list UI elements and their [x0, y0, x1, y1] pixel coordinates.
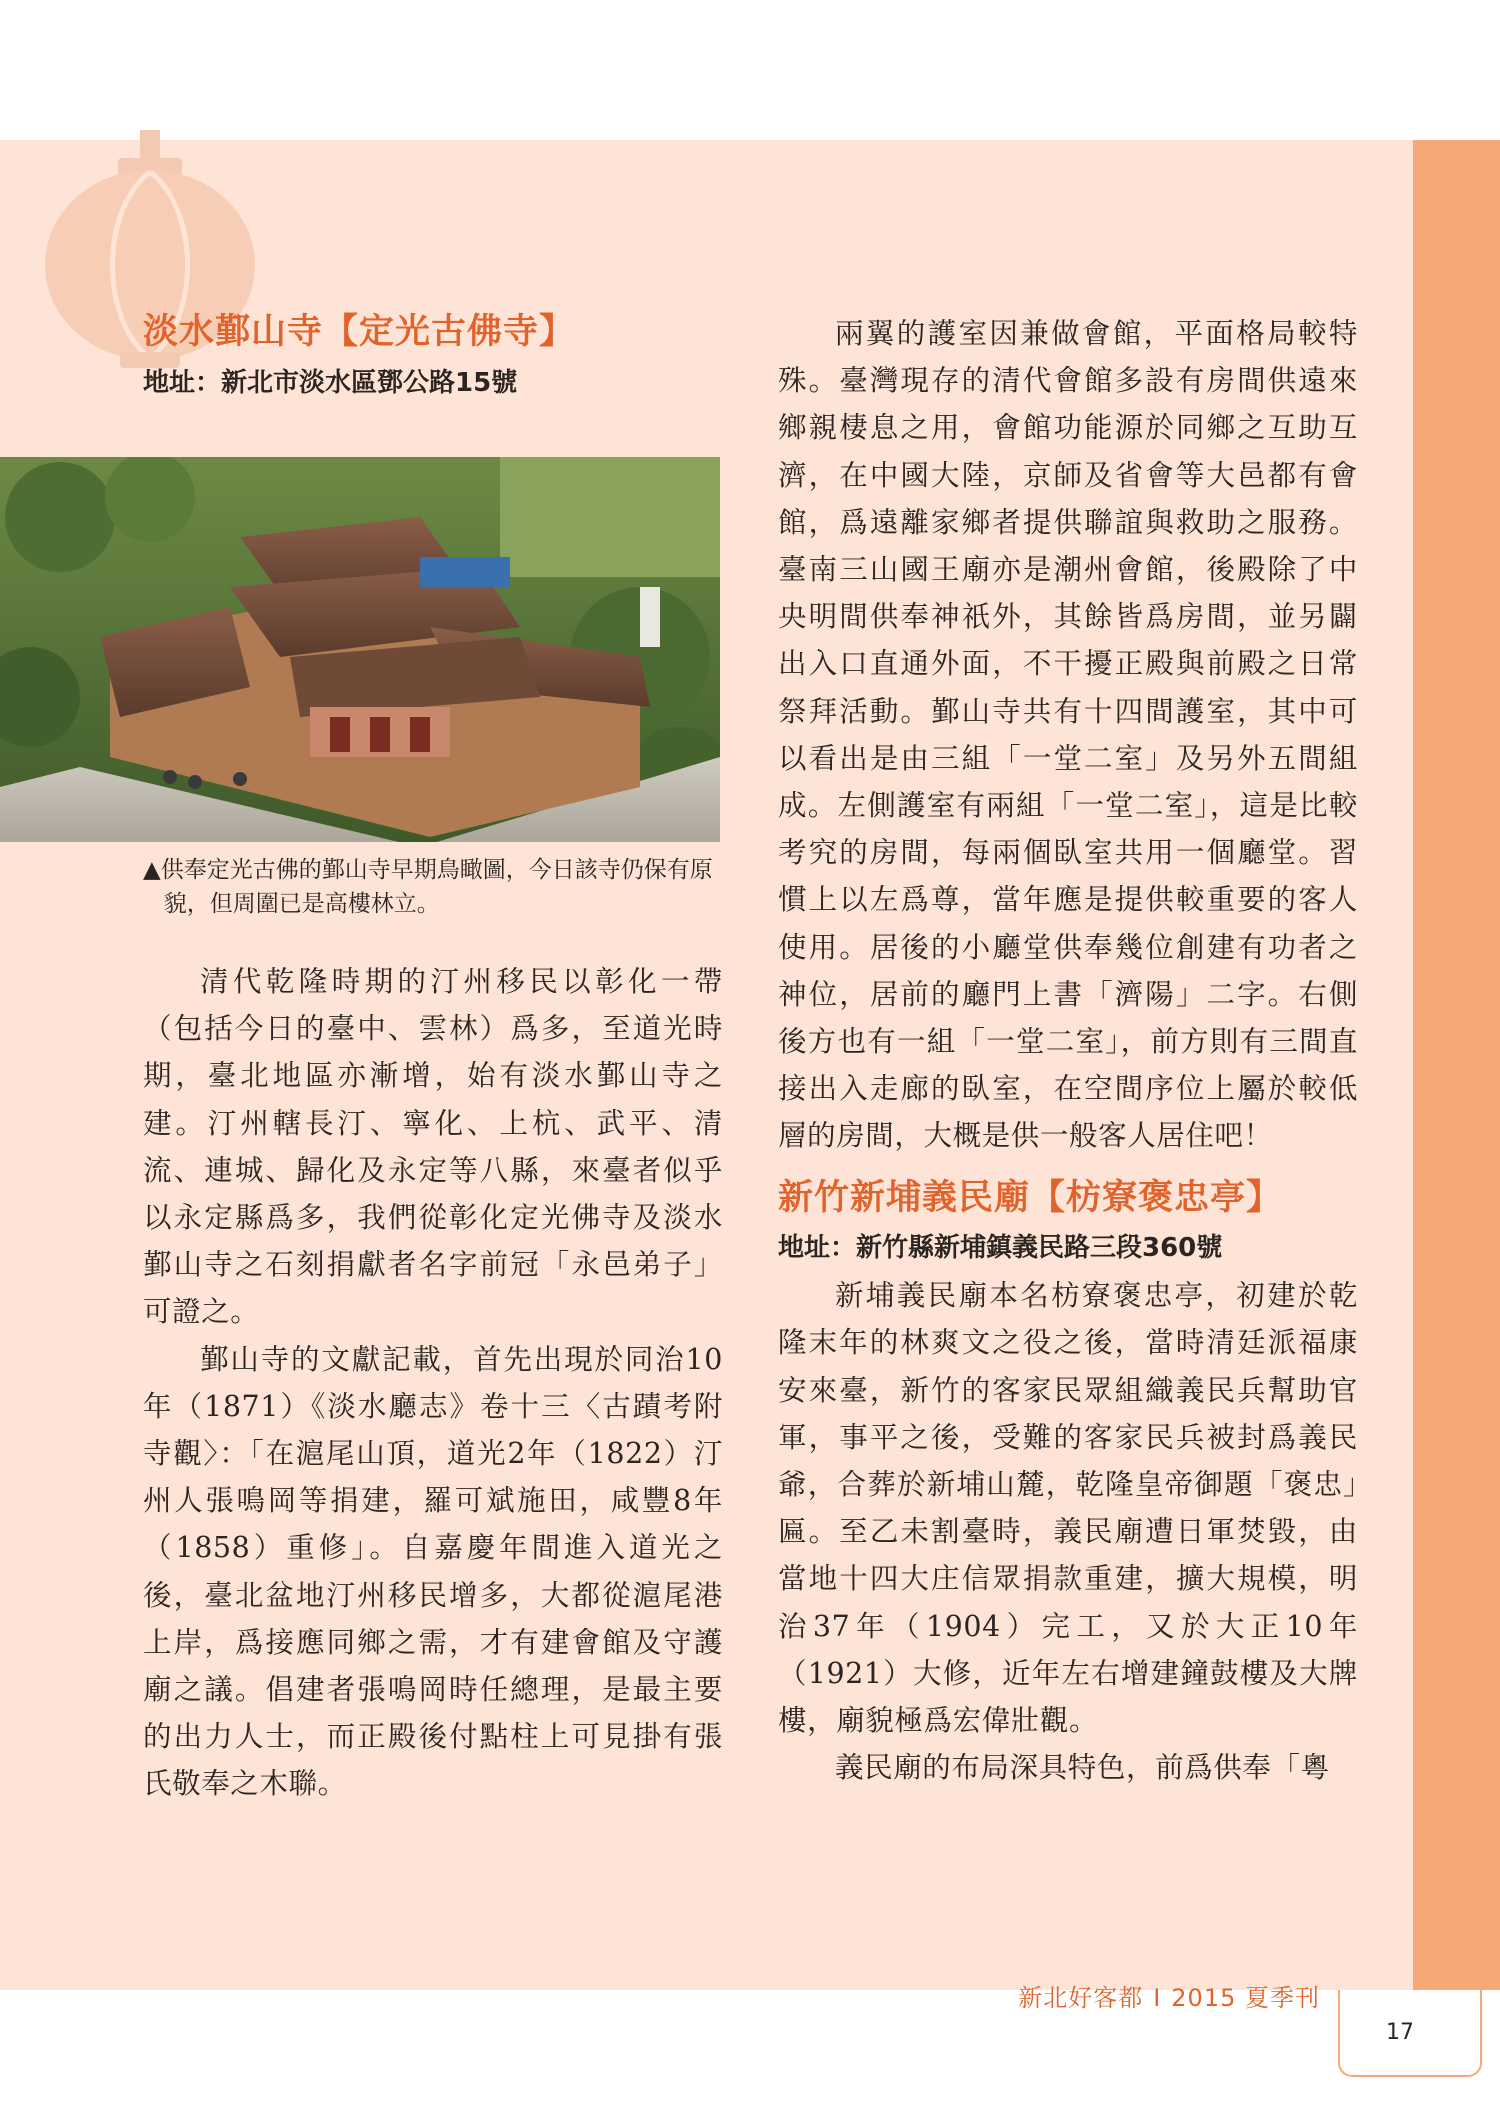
section2-title: 新竹新埔義民廟【枋寮褒忠亭】	[778, 1177, 1283, 1218]
section1-title: 淡水鄞山寺【定光古佛寺】	[143, 312, 576, 352]
footer-separator: I	[1153, 1984, 1162, 2012]
footer-publication-title	[1018, 1978, 1320, 2013]
photo-caption: ▲供奉定光古佛的鄞山寺早期鳥瞰圖，今日該寺仍保有原貌，但周圍已是高樓林立。	[143, 857, 713, 917]
section2-header	[778, 1176, 1358, 1265]
footer-publication: 新北好客都	[1018, 1984, 1144, 2012]
section1-header	[143, 310, 723, 399]
section2-paragraph-1: 新埔義民廟本名枋寮褒忠亭，初建於乾隆末年的林爽文之役之後，當時清廷派福康安來臺，新竹的客家民眾組織義民兵幫助官軍，事平之後，受難的客家民兵被封爲義民爺，合葬於新埔山麓，乾隆皇帝御題「褒忠」匾。至乙未割臺時，義民廟遭日軍焚毀，由當地十四大庄信眾捐款重建，擴大規模，明治37年（1904）完工，又於大正10年（1921）大修，近年左右增建鐘鼓樓及大牌樓，廟貌極爲宏偉壯觀。	[778, 1279, 1358, 1737]
section2-address: 地址：新竹縣新埔鎮義民路三段360號	[778, 1233, 1223, 1264]
section1-address: 地址：新北市淡水區鄧公路15號	[143, 367, 518, 398]
section1-body	[143, 958, 723, 1808]
section2-paragraph-2: 義民廟的布局深具特色，前爲供奉「粵	[835, 1751, 1330, 1785]
right-column	[778, 310, 1358, 1791]
section1-paragraph-2: 鄞山寺的文獻記載，首先出現於同治10年（1871）《淡水廳志》卷十三〈古蹟考附寺觀〉：「在滬尾山頂，道光2年（1822）汀州人張鳴岡等捐建，羅可斌施田，咸豐8年（1858）重修」。自嘉慶年間進入道光之後，臺北盆地汀州移民增多，大都從滬尾港上岸，爲接應同鄉之需，才有建會館及守護廟之議。倡建者張鳴岡時任總理，是最主要的出力人士，而正殿後付點柱上可見掛有張氏敬奉之木聯。	[143, 1342, 723, 1801]
side-color-band	[1413, 140, 1500, 1990]
footer-issue: 2015 夏季刊	[1171, 1984, 1320, 2012]
page-number: 17	[1386, 2020, 1414, 2045]
section1-paragraph-3: 兩翼的護室因兼做會館，平面格局較特殊。臺灣現存的清代會館多設有房間供遠來鄉親棲息之用，會館功能源於同鄉之互助互濟，在中國大陸，京師及省會等大邑都有會館，爲遠離家鄉者提供聯誼與救助之服務。臺南三山國王廟亦是潮州會館，後殿除了中央明間供奉神祇外，其餘皆爲房間，並另闢出入口直通外面，不干擾正殿與前殿之日常祭拜活動。鄞山寺共有十四間護室，其中可以看出是由三組「一堂二室」及另外五間組成。左側護室有兩組「一堂二室」，這是比較考究的房間，每兩個臥室共用一個廳堂。習慣上以左爲尊，當年應是提供較重要的客人使用。居後的小廳堂供奉幾位創建有功者之神位，居前的廳門上書「濟陽」二字。右側後方也有一組「一堂二室」，前方則有三間直接出入走廊的臥室，在空間序位上屬於較低層的房間，大概是供一般客人居住吧！	[778, 317, 1358, 1153]
section1-paragraph-1: 清代乾隆時期的汀州移民以彰化一帶（包括今日的臺中、雲林）爲多，至道光時期，臺北地區亦漸增，始有淡水鄞山寺之建。汀州轄長汀、寧化、上杭、武平、清流、連城、歸化及永定等八縣，來臺者似乎以永定縣爲多，我們從彰化定光佛寺及淡水鄞山寺之石刻捐獻者名字前冠「永邑弟子」可證之。	[143, 965, 723, 1329]
temple-aerial-photo	[0, 457, 720, 842]
